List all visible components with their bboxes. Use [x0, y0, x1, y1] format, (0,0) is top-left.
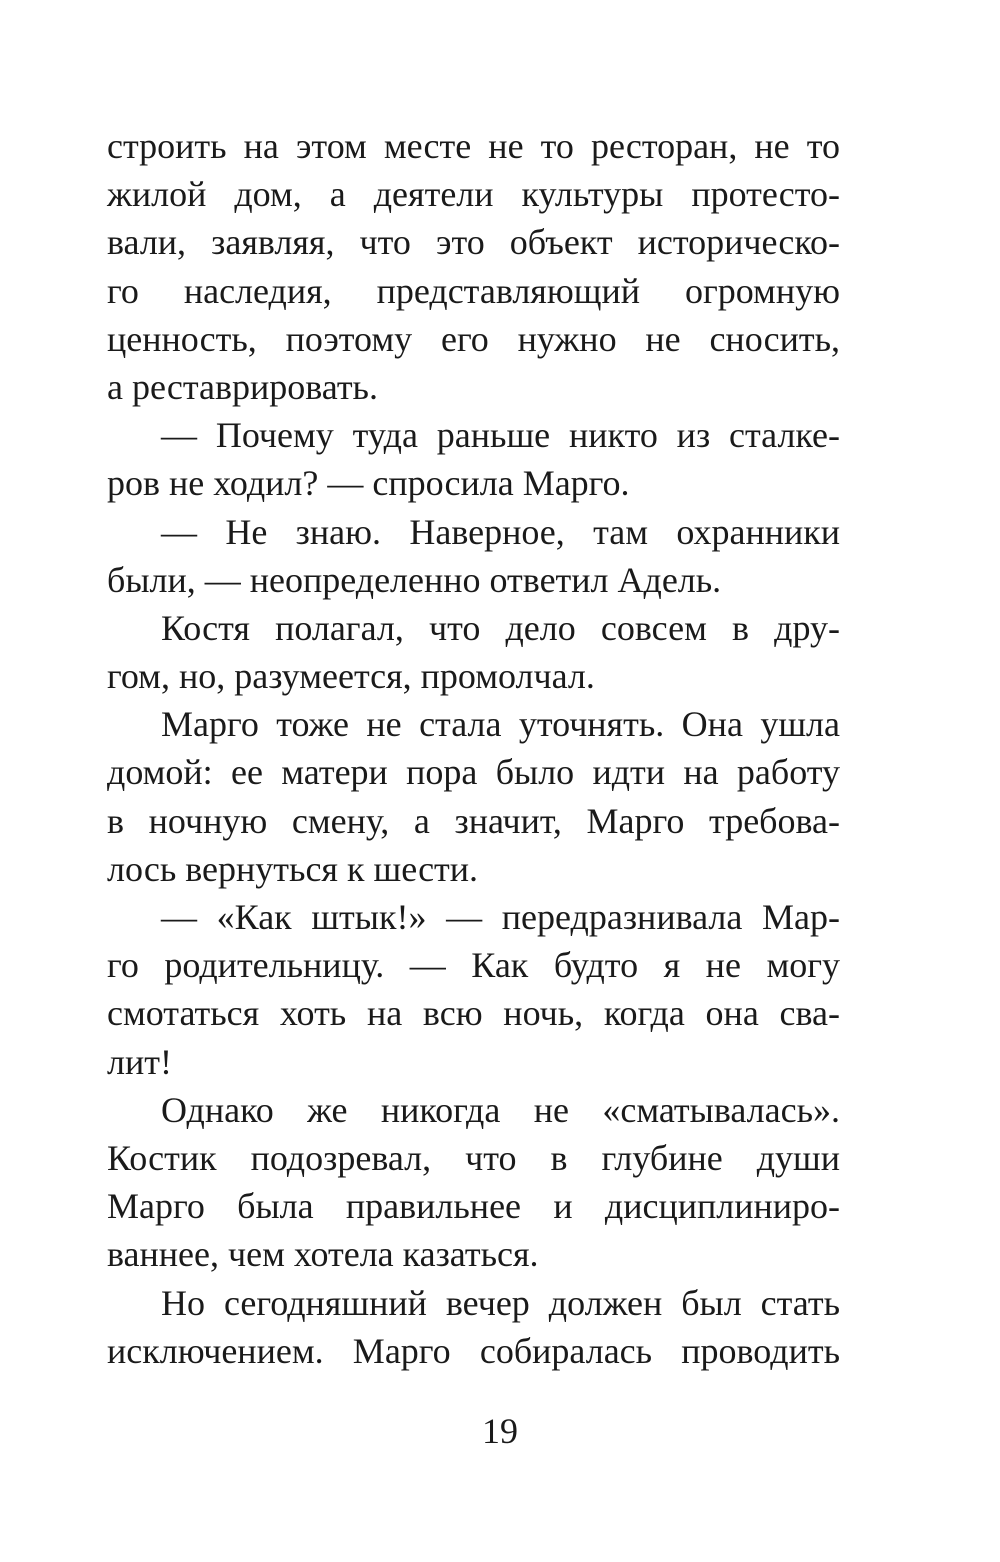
text-line: — «Как штык!» — передразнивала Мар- — [161, 897, 840, 937]
text-line: а реставрировать. — [107, 366, 378, 407]
text-line: гом, но, разумеется, промолчал. — [107, 656, 595, 697]
text-line: Марго была правильнее и дисциплиниро- — [107, 1186, 840, 1227]
text-line: го родительницу. — Как будто я не могу — [107, 945, 840, 986]
text-line: были, — неопределенно ответил Адель. — [107, 559, 722, 600]
text-line: в ночную смену, а значит, Марго требова- — [107, 800, 840, 841]
text-line: Костя полагал, что дело совсем в дру- — [161, 607, 840, 648]
text-line: ваннее, чем хотела казаться. — [107, 1234, 539, 1275]
text-line: — Не знаю. Наверное, там охранники — [161, 511, 840, 552]
text-line: го наследия, представляющий огромную — [107, 270, 840, 311]
text-line: лось вернуться к шести. — [107, 848, 479, 889]
text-line: ров не ходил? — спросила Марго. — [107, 463, 630, 504]
text-line: лит! — [107, 1041, 172, 1082]
paragraph — [107, 604, 840, 700]
text-line: жилой дом, а деятели культуры протесто- — [107, 174, 840, 215]
paragraph — [107, 122, 840, 411]
text-line: ценность, поэтому его нужно не сносить, — [107, 318, 840, 359]
page-number: 19 — [482, 1411, 518, 1451]
paragraph — [107, 411, 840, 507]
text-line: смотаться хоть на всю ночь, когда она сва- — [107, 993, 840, 1034]
text-line: Костик подозревал, что в глубине души — [107, 1137, 840, 1178]
text-line: Марго тоже не стала уточнять. Она ушла — [161, 704, 840, 745]
text-line: домой: ее матери пора было идти на работу — [107, 752, 840, 793]
paragraph — [107, 1279, 840, 1375]
text-line: — Почему туда раньше никто из сталке- — [161, 415, 840, 456]
paragraph — [107, 1086, 840, 1279]
paragraph — [107, 893, 840, 1086]
text-line: строить на этом месте не то ресторан, не то — [107, 126, 840, 166]
text-line: исключением. Марго собиралась проводить — [107, 1330, 840, 1371]
paragraph — [107, 508, 840, 604]
body-text — [107, 122, 840, 1375]
text-line: вали, заявляя, что это объект историческо- — [107, 222, 840, 263]
text-line: Но сегодняшний вечер должен был стать — [161, 1282, 840, 1323]
paragraph — [107, 700, 840, 893]
text-line: Однако же никогда не «сматывалась». — [161, 1089, 840, 1130]
